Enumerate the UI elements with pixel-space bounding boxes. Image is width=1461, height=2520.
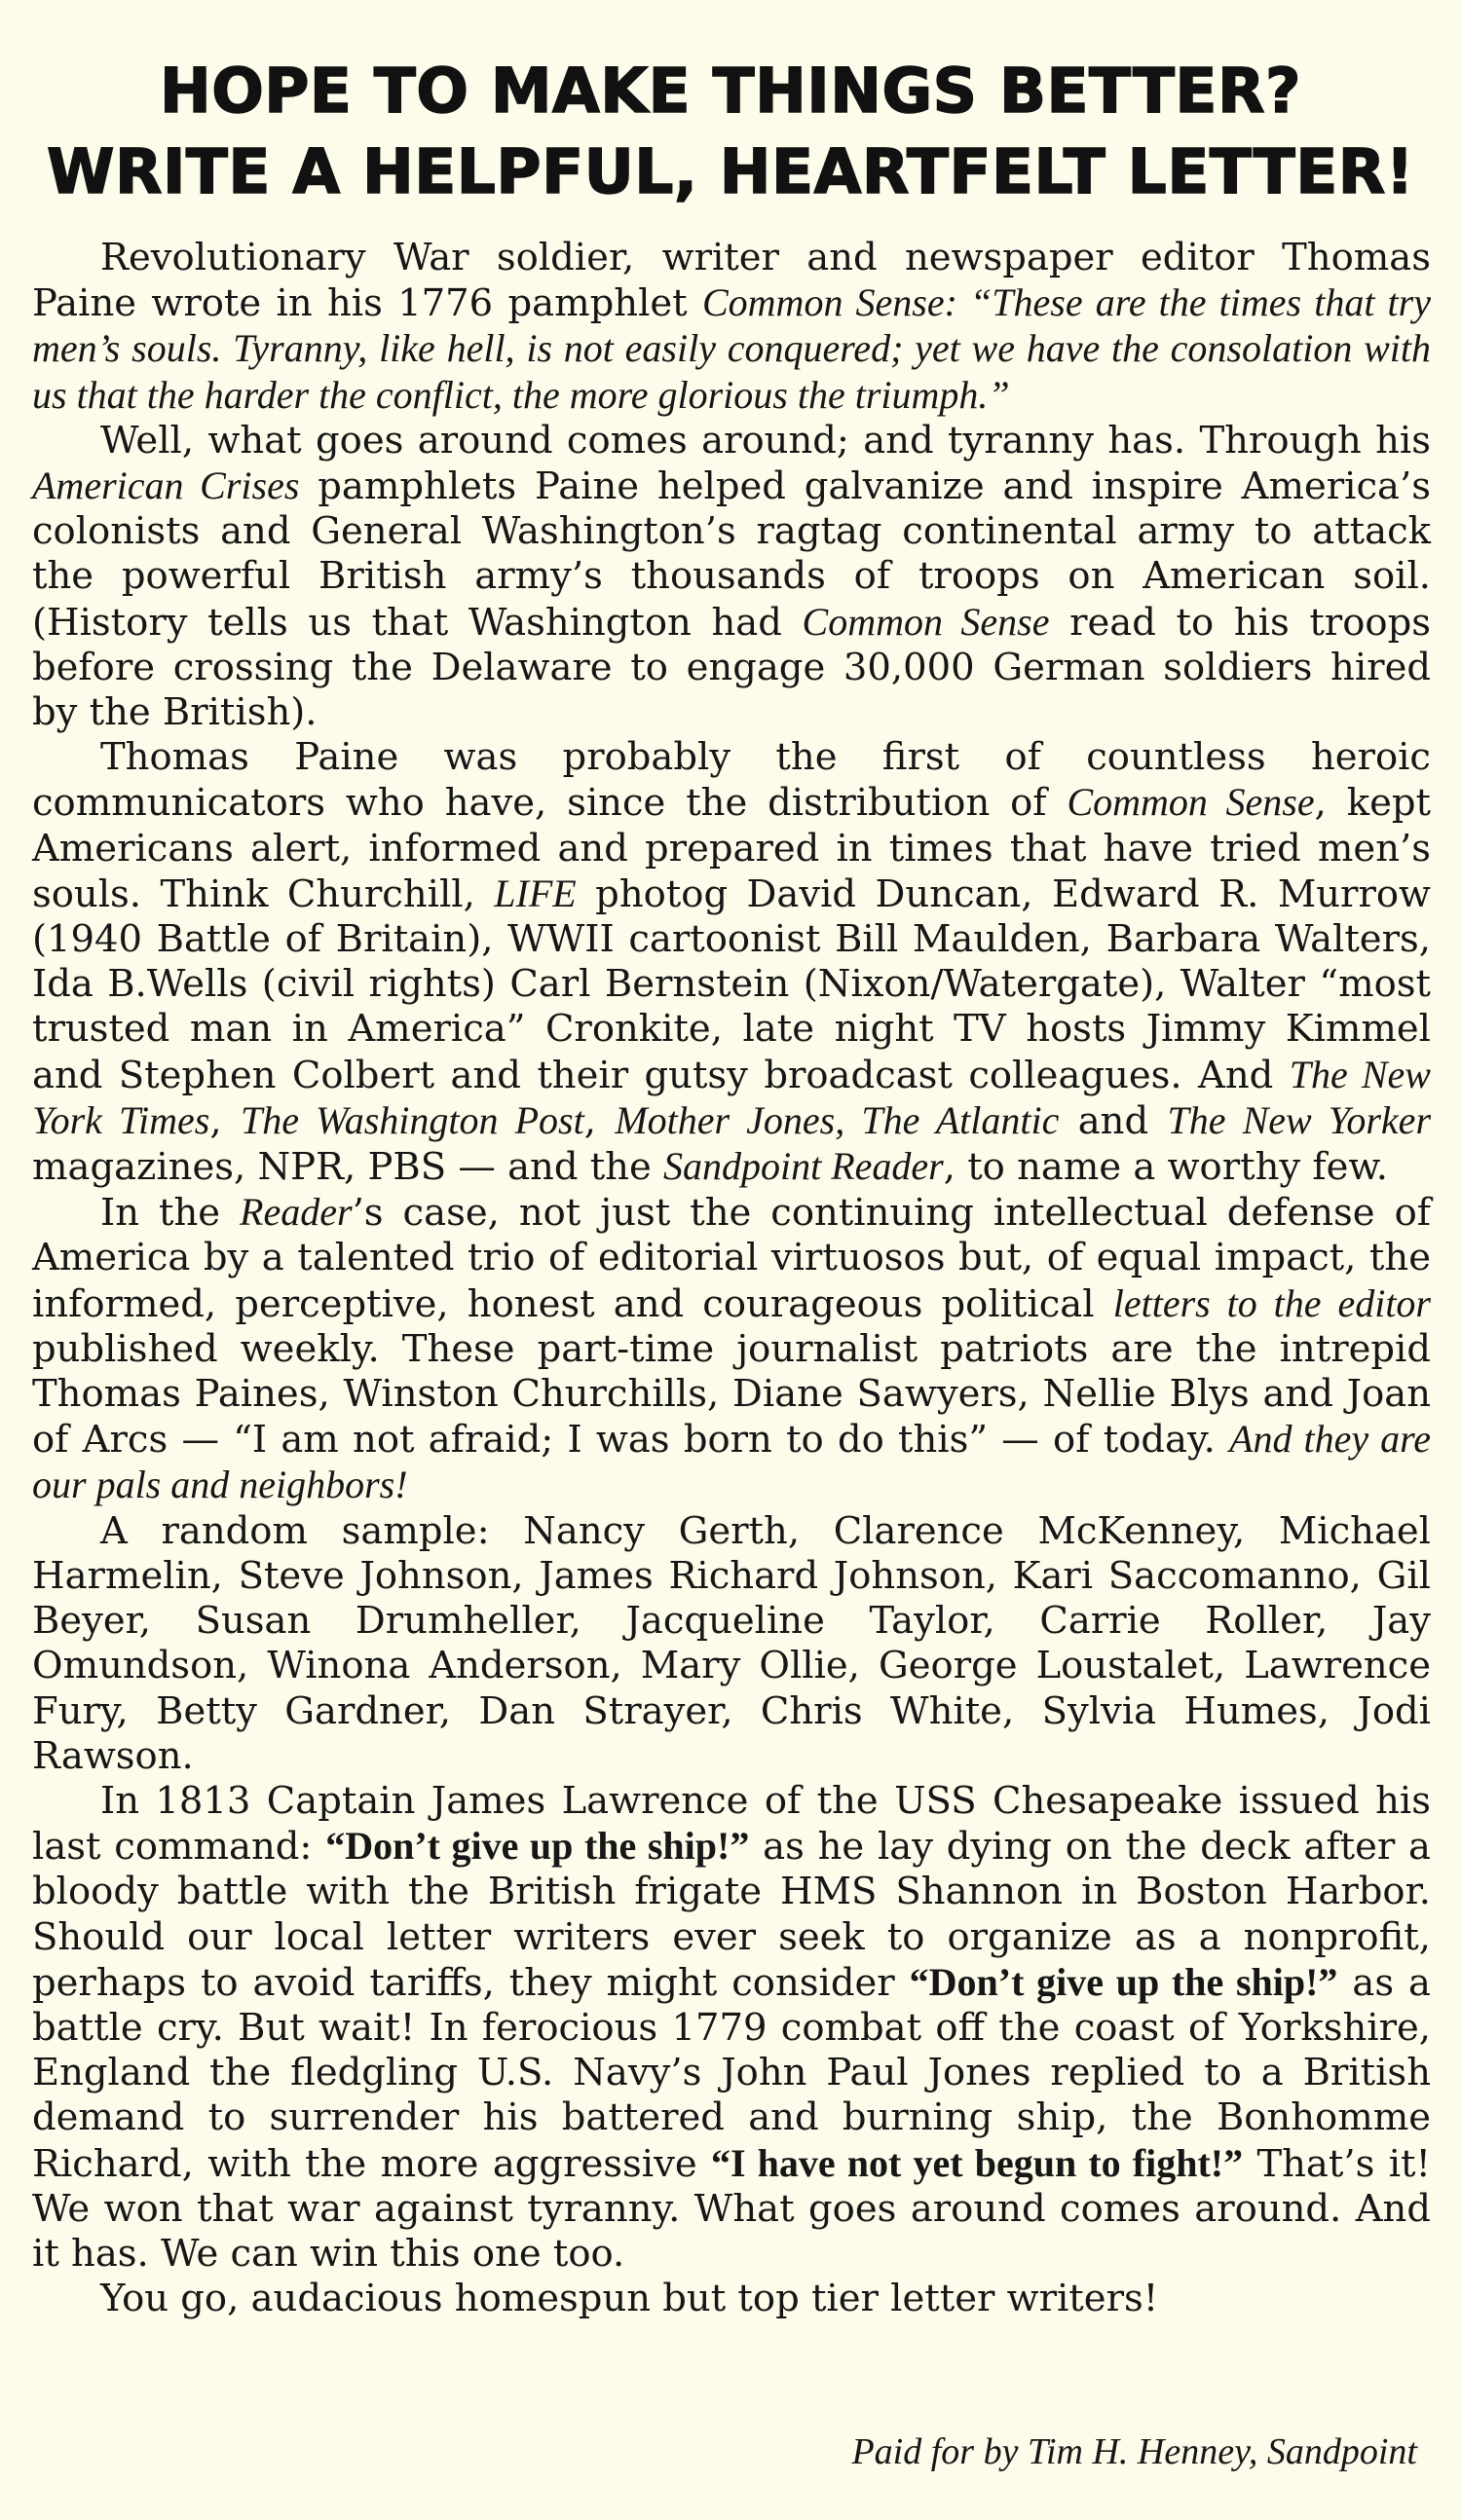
italic-title: LIFE bbox=[494, 871, 577, 915]
text: , to name a worthy few. bbox=[943, 1145, 1389, 1190]
text: Well, what goes around comes around; and tyranny has. Through his bbox=[100, 418, 1431, 463]
bold-quote: “Don’t give up the ship!” bbox=[325, 1824, 750, 1869]
article-body bbox=[32, 236, 1431, 2321]
headline-line-1: HOPE TO MAKE THINGS BETTER? bbox=[159, 56, 1302, 127]
text: In the bbox=[100, 1191, 241, 1236]
italic-title: The New York Times bbox=[32, 1052, 1431, 1142]
paragraph-1 bbox=[32, 236, 1431, 419]
text: , bbox=[583, 1098, 616, 1143]
italic-quote: Common Sense: “These are the times that try men’s souls. Tyranny, like hell, is not easily conquered; yet we have the consolation with us that the harder the conflict, the more glorious the triumph.” bbox=[32, 280, 1431, 417]
text: ’s case, not just the continuing intellectual defense of America by a talented trio of editorial virtuosos but, of equal impact, the informed, perceptive, honest and courageous political bbox=[32, 1191, 1432, 1326]
bold-quote: “I have not yet begun to fight!” bbox=[710, 2140, 1244, 2185]
italic-title: Reader bbox=[240, 1190, 353, 1235]
italic-title: Mother Jones, The Atlantic bbox=[615, 1097, 1060, 1142]
bold-quote: “Don’t give up the ship!” bbox=[909, 1959, 1338, 2004]
paragraph-4 bbox=[32, 1190, 1431, 1508]
italic-title: American Crises bbox=[32, 463, 300, 508]
text: as a battle cry. But wait! In ferocious 1779 combat off the coast of Yorkshire, England the fledgling U.S. Navy’s John Paul Jones replied to a British demand to surrender his battered and burning ship, the Bonhomme Richard, with the more aggressive bbox=[32, 1960, 1432, 2186]
text: , bbox=[209, 1098, 241, 1143]
paragraph-7 bbox=[32, 2277, 1431, 2321]
text: pamphlets Paine helped galvanize and inspire America’s colonists and General Washington’s ragtag continental army to attack the powerful British army’s thousands of troops on American soil.(History tells us that Washington had bbox=[32, 464, 1431, 645]
paragraph-3 bbox=[32, 735, 1431, 1190]
text: magazines, NPR, PBS — and the bbox=[32, 1145, 663, 1190]
paragraph-5 bbox=[32, 1509, 1431, 1779]
italic-title: The New Yorker bbox=[1167, 1097, 1432, 1142]
paragraph-6 bbox=[32, 1779, 1431, 2277]
italic-title: Common Sense bbox=[1067, 780, 1315, 825]
italic-phrase: And they are our pals and neighbors! bbox=[32, 1417, 1431, 1507]
text: Thomas Paine was probably the first of countless heroic communicators who have, since the distribution of bbox=[32, 735, 1431, 826]
text: A random sample: Nancy Gerth, Clarence McKenney, Michael Harmelin, Steve Johnson, James Richard Johnson, Kari Saccomanno, Gil Beyer, Susan Drumheller, Jacqueline Taylor, Carrie Roller, Jay Omundson, Winona Anderson, Mary Ollie, George Loustalet, Lawrence Fury, Betty Gardner, Dan Strayer, Chris White, Sylvia Humes, Jodi Rawson. bbox=[32, 1508, 1431, 1778]
text: That’s it! We won that war against tyranny. What goes around comes around. And it has. We can win this one too. bbox=[32, 2141, 1431, 2276]
paid-for-credit: Paid for by Tim H. Henney, Sandpoint bbox=[851, 2431, 1417, 2472]
text: You go, audacious homespun but top tier letter writers! bbox=[100, 2277, 1159, 2321]
text: In 1813 Captain James Lawrence of the USS Chesapeake issued his last command: bbox=[32, 1778, 1431, 1870]
text: photog David Duncan, Edward R. Murrow (1940 Battle of Britain), WWII cartoonist Bill Maulden, Barbara Walters, Ida B.Wells (civil rights) Carl Bernstein (Nixon/Watergate), Walter “most trusted man in America” Cronkite, late night TV hosts Jimmy Kimmel and Stephen Colbert and their gutsy broadcast colleagues. And bbox=[32, 871, 1431, 1097]
text: read to his troops before crossing the Delaware to engage 30,000 German soldiers hired by the British). bbox=[32, 600, 1431, 735]
headline bbox=[39, 51, 1422, 212]
paragraph-2 bbox=[32, 419, 1431, 735]
headline-line-2: WRITE A HELPFUL, HEARTFELT LETTER! bbox=[46, 136, 1415, 207]
italic-title: Common Sense bbox=[802, 599, 1050, 644]
italic-title: The Washington Post bbox=[240, 1097, 584, 1142]
text: published weekly. These part-time journalist patriots are the intrepid Thomas Paines, Winston Churchills, Diane Sawyers, Nellie Blys and Joan of Arcs — “I am not afraid; I was born to do this” — of today. bbox=[32, 1326, 1431, 1463]
text: as he lay dying on the deck after a bloody battle with the British frigate HMS Shannon in Boston Harbor. Should our local letter writers ever seek to organize as a nonprofit, perhaps to avoid tariffs, they might consider bbox=[32, 1825, 1432, 2005]
italic-phrase: letters to the editor bbox=[1112, 1280, 1431, 1325]
text: , kept Americans alert, informed and prepared in times that have tried men’s souls. Think Churchill, bbox=[32, 781, 1431, 916]
text: Revolutionary War soldier, writer and newspaper editor Thomas Paine wrote in his 1776 pamphlet bbox=[32, 236, 1431, 326]
italic-title: Sandpoint Reader bbox=[663, 1144, 944, 1189]
text: and bbox=[1059, 1098, 1168, 1143]
